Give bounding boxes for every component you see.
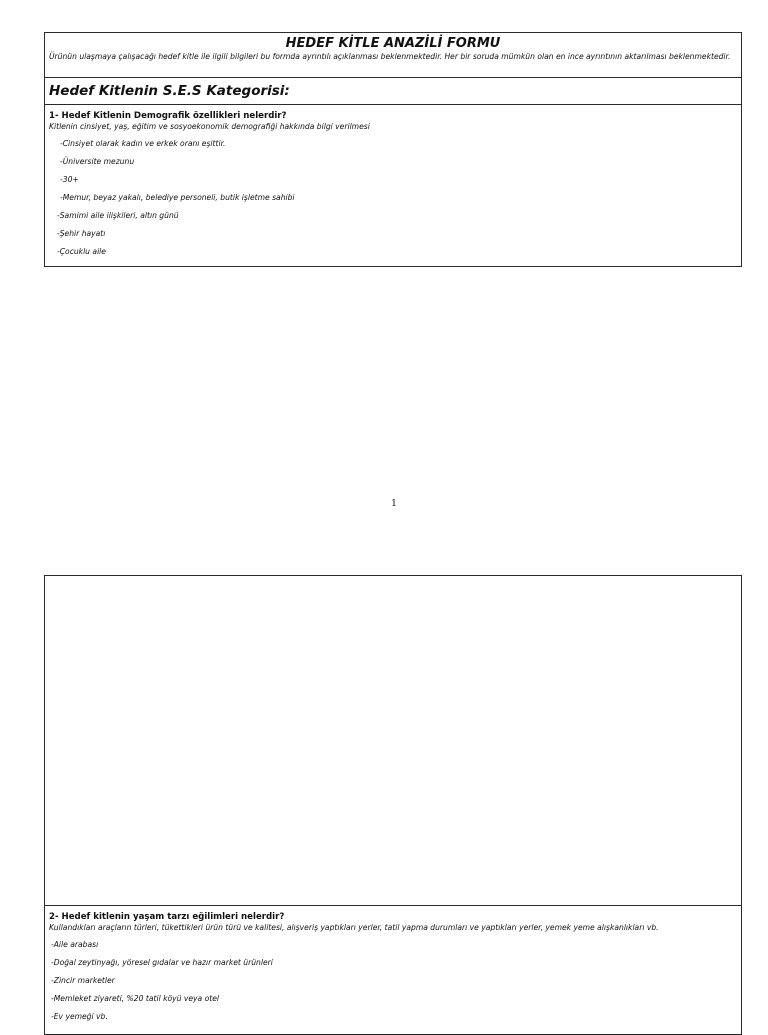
answer-item: -Ev yemeği vb.	[51, 1012, 108, 1021]
answer-item: -Şehir hayatı	[57, 229, 106, 238]
answer-item: -Memur, beyaz yakalı, belediye personeli, butik işletme sahibi	[60, 193, 295, 202]
question-1-answers	[49, 135, 737, 261]
form-description: Ürünün ulaşmaya çalışacağı hedef kitle ile ilgili bilgileri bu formda ayrıntılı açıklanması beklenmektedir. Her bir soruda mümkün olan en ince ayrıntının aktarılması beklenmektedir.	[49, 52, 731, 61]
answer-item: -Aile arabası	[51, 940, 99, 949]
ses-heading-cell	[45, 78, 741, 105]
answer-item: -Zincir marketler	[51, 976, 115, 985]
form-page-1-box	[44, 32, 742, 267]
lifestyle-section	[45, 906, 741, 1026]
answer-item: -Cinsiyet olarak kadın ve erkek oranı eşittir.	[60, 139, 226, 148]
answer-item: -Samimi aile ilişkileri, altın günü	[57, 211, 179, 220]
question-1-title: 1- Hedef Kitlenin Demografik özellikleri nelerdir?	[49, 111, 287, 121]
question-1-description: Kitlenin cinsiyet, yaş, eğitim ve sosyoekonomik demografiği hakkında bilgi verilmesi	[49, 122, 370, 131]
demographics-section	[45, 105, 741, 261]
question-2-answers	[49, 936, 737, 1026]
answer-item: -Memleket ziyareti, %20 tatil köyü veya otel	[51, 994, 219, 1003]
question-2-description: Kullandıkları araçların türleri, tükettikleri ürün türü ve kalitesi, alışveriş yaptıkları yerler, tatil yapma durumları ve yaptıkları yerler, yemek yeme alışkanlıkları vb.	[49, 923, 659, 932]
ses-heading: Hedef Kitlenin S.E.S Kategorisi:	[49, 83, 290, 99]
answer-item: -Üniversite mezunu	[60, 157, 135, 166]
form-title: HEDEF KİTLE ANAZİLİ FORMU	[285, 36, 501, 51]
question-2-title: 2- Hedef kitlenin yaşam tarzı eğilimleri nelerdir?	[49, 912, 285, 922]
form-header	[45, 33, 741, 78]
blank-answer-area	[45, 576, 741, 906]
answer-item: -Çocuklu aile	[57, 247, 106, 256]
page-number: 1	[391, 499, 397, 509]
form-page-2-box	[44, 575, 742, 1035]
answer-item: -30+	[60, 175, 79, 184]
answer-item: -Doğal zeytinyağı, yöresel gıdalar ve hazır market ürünleri	[51, 958, 273, 967]
